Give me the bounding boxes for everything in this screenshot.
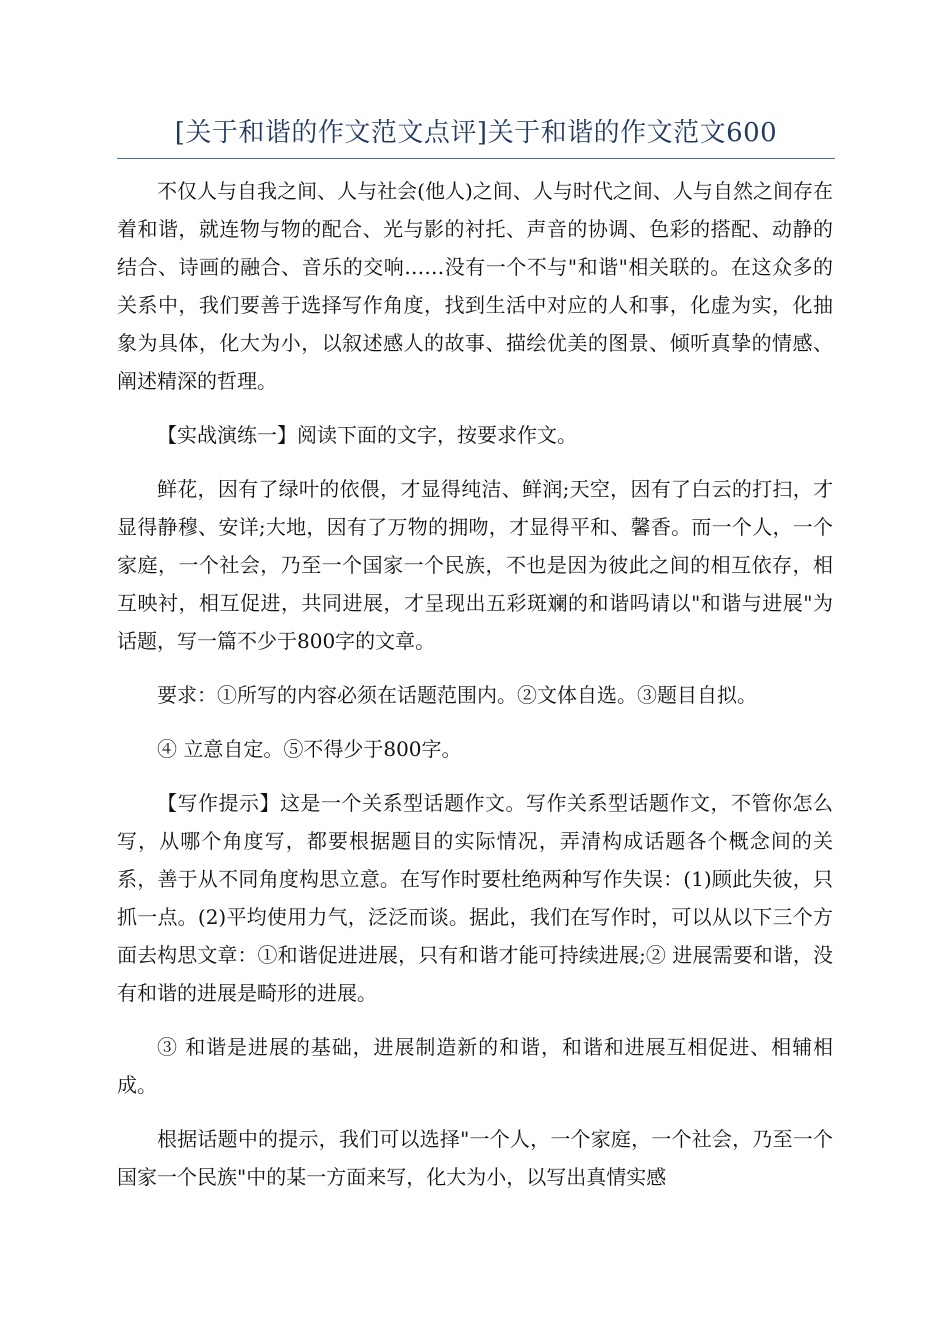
paragraph-requirements: 要求：①所写的内容必须在话题范围内。②文体自选。③题目自拟。	[157, 683, 757, 707]
title-block	[117, 112, 835, 159]
paragraph-point-three: ③ 和谐是进展的基础，进展制造新的和谐，和谐和进展互相促进、相辅相成。	[117, 1035, 833, 1097]
paragraph-writing-tips: 【写作提示】这是一个关系型话题作文。写作关系型话题作文，不管你怎么写，从哪个角度写，都要根据题目的实际情况，弄清构成话题各个概念间的关系，善于从不同角度构思立意。在写作时要杜绝两种写作失误：(1)顾此失彼，只抓一点。(2)平均使用力气，泛泛而谈。据此，我们在写作时，可以从以下三个方面去构思文章：①和谐促进进展，只有和谐才能可持续进展;② 进展需要和谐，没有和谐的进展是畸形的进展。	[117, 791, 833, 1005]
paragraph-exercise-text: 鲜花，因有了绿叶的依偎，才显得纯洁、鲜润;天空，因有了白云的打扫，才显得静穆、安详;大地，因有了万物的拥吻，才显得平和、馨香。而一个人，一个家庭，一个社会，乃至一个国家一个民族，不也是因为彼此之间的相互依存，相互映衬，相互促进，共同进展，才呈现出五彩斑斓的和谐吗请以"和谐与进展"为话题，写一篇不少于800字的文章。	[117, 477, 833, 653]
paragraph-closing: 根据话题中的提示，我们可以选择"一个人，一个家庭，一个社会，乃至一个国家一个民族"中的某一方面来写，化大为小，以写出真情实感	[117, 1127, 833, 1189]
document-body	[117, 172, 833, 1212]
paragraph-requirements-cont: ④ 立意自定。⑤不得少于800字。	[157, 737, 462, 761]
paragraph-exercise-heading: 【实战演练一】阅读下面的文字，按要求作文。	[157, 423, 577, 447]
page-title: [关于和谐的作文范文点评]关于和谐的作文范文600	[174, 118, 778, 148]
paragraph-intro: 不仅人与自我之间、人与社会(他人)之间、人与时代之间、人与自然之间存在着和谐，就连物与物的配合、光与影的衬托、声音的协调、色彩的搭配、动静的结合、诗画的融合、音乐的交响……没有一个不与"和谐"相关联的。在这众多的关系中，我们要善于选择写作角度，找到生活中对应的人和事，化虚为实，化抽象为具体，化大为小，以叙述感人的故事、描绘优美的图景、倾听真挚的情感、阐述精深的哲理。	[117, 179, 833, 393]
